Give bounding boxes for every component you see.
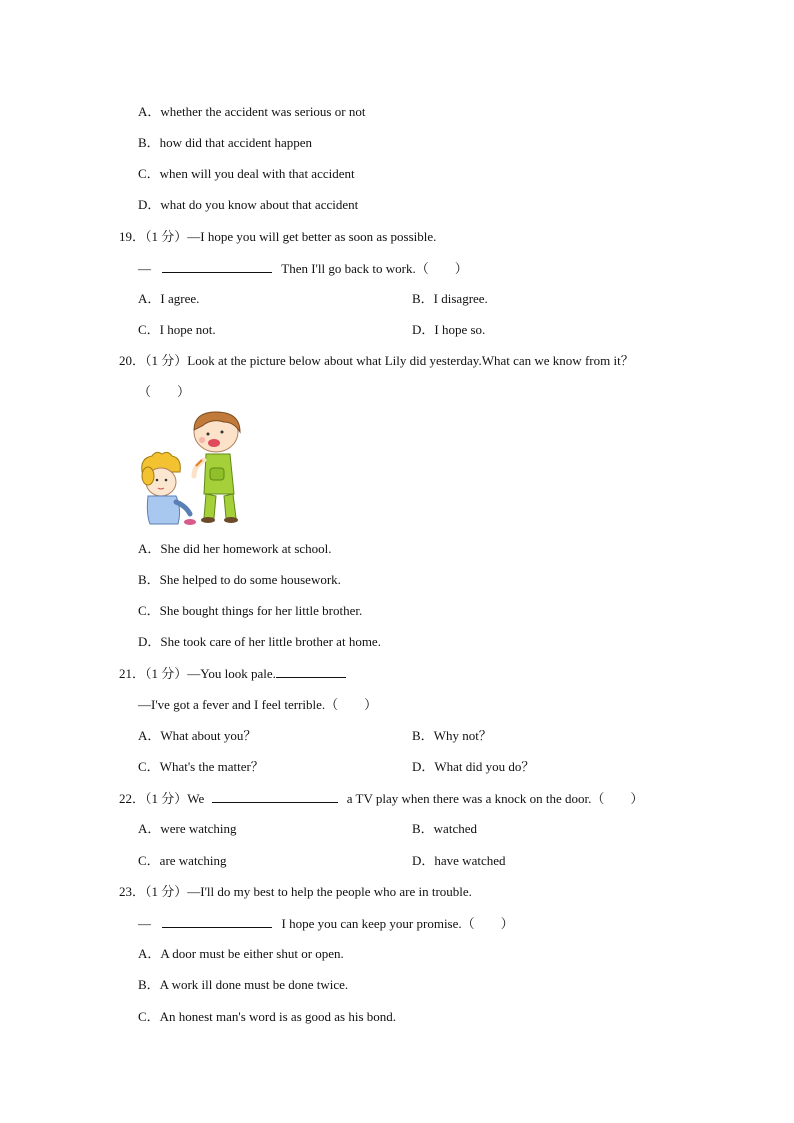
q21-stem: 21．（1 分）—You look pale. xyxy=(119,666,276,681)
q22-option-b: B．watched xyxy=(412,821,477,836)
q23-option-a: A．A door must be either shut or open. xyxy=(138,946,344,961)
q19-option-b: B．I disagree. xyxy=(412,291,488,306)
q18-option-a: A．whether the accident was serious or not xyxy=(138,104,366,119)
q23-option-c: C．An honest man's word is as good as his bond. xyxy=(138,1009,397,1024)
q21-option-c: C．What's the matter？ xyxy=(138,759,264,774)
q21-blank xyxy=(276,665,346,678)
q22-stem: 22．（1 分）We xyxy=(119,791,205,806)
q22-blank xyxy=(212,790,338,803)
q21-reply: —I've got a fever and I feel terrible.（ ） xyxy=(138,697,378,712)
q19-answer-line xyxy=(138,260,468,277)
q23-blank xyxy=(162,915,272,928)
q20-paren: （ ） xyxy=(138,384,191,399)
q19-continuation: Then I'll go back to work.（ ） xyxy=(281,261,468,276)
q19-option-c: C．I hope not. xyxy=(138,322,216,337)
q23-stem: 23．（1 分）—I'll do my best to help the people who are in trouble. xyxy=(119,884,472,899)
q20-option-c: C．She bought things for her little brother. xyxy=(138,603,363,618)
q19-option-d: D．I hope so. xyxy=(412,322,486,337)
q19-blank xyxy=(162,260,272,273)
q21-stem-line xyxy=(119,665,346,682)
q21-option-d: D．What did you do？ xyxy=(412,759,535,774)
q22-continuation: a TV play when there was a knock on the door.（ ） xyxy=(346,791,644,806)
q18-option-b: B．how did that accident happen xyxy=(138,135,313,150)
q22-option-a: A．were watching xyxy=(138,821,237,836)
q23-answer-line xyxy=(138,915,514,932)
q22-option-d: D．have watched xyxy=(412,853,506,868)
q18-option-d: D．what do you know about that accident xyxy=(138,197,359,212)
children-illustration xyxy=(138,410,246,528)
q23-continuation: I hope you can keep your promise.（ ） xyxy=(281,916,514,931)
q23-option-b: B．A work ill done must be done twice. xyxy=(138,977,349,992)
q21-option-b: B．Why not？ xyxy=(412,728,492,743)
q21-option-a: A．What about you？ xyxy=(138,728,257,743)
q18-option-c: C．when will you deal with that accident xyxy=(138,166,355,181)
q20-option-b: B．She helped to do some housework. xyxy=(138,572,341,587)
q23-dash: — xyxy=(138,916,151,931)
baby-figure xyxy=(142,452,196,525)
q19-option-a: A．I agree. xyxy=(138,291,200,306)
q20-option-d: D．She took care of her little brother at home. xyxy=(138,634,381,649)
q22-stem-line xyxy=(119,790,643,807)
girl-figure xyxy=(194,412,240,523)
q19-stem: 19．（1 分）—I hope you will get better as soon as possible. xyxy=(119,229,437,244)
q20-option-a: A．She did her homework at school. xyxy=(138,541,332,556)
q20-stem: 20．（1 分）Look at the picture below about what Lily did yesterday.What can we know from it？ xyxy=(119,353,634,368)
q19-dash: — xyxy=(138,261,151,276)
q22-option-c: C．are watching xyxy=(138,853,227,868)
